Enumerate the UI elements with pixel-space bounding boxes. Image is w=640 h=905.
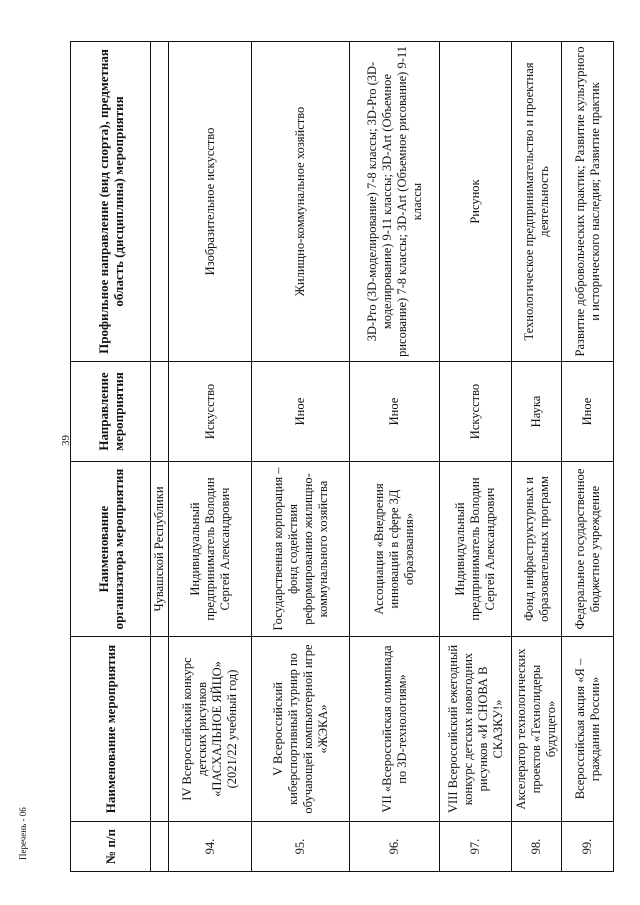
region-cell-empty <box>151 637 169 822</box>
row-num: 99. <box>562 822 614 872</box>
rotated-table-container <box>70 42 602 872</box>
header-direction: Направление мероприятия <box>71 362 151 462</box>
row-profile: Рисунок <box>440 42 512 362</box>
row-num: 94. <box>169 822 252 872</box>
row-num: 98. <box>512 822 562 872</box>
row-event-name: Всероссийская акция «Я – гражданин России» <box>562 637 614 822</box>
table-row <box>440 42 512 872</box>
row-profile: 3D-Pro (3D-моделирование) 7-8 классы; 3D-Pro (3D-моделирование) 9-11 классы; 3D-Art (Объемное рисование) 7-8 классы; 3D-Art (Объемное рисование) 9-11 классы <box>350 42 440 362</box>
row-direction: Искусство <box>440 362 512 462</box>
region-cell-empty <box>151 362 169 462</box>
table-row <box>350 42 440 872</box>
table-row <box>169 42 252 872</box>
header-profile: Профильное направление (вид спорта), предметная область (дисциплина) мероприятия <box>71 42 151 362</box>
row-event-name: V Всероссийский киберспортивный турнир по обучающей компьютерной игре «ЖЭКА» <box>252 637 350 822</box>
row-profile: Изобразительное искусство <box>169 42 252 362</box>
row-direction: Иное <box>350 362 440 462</box>
row-event-name: Акселератор технологических проектов «Технолидеры будущего» <box>512 637 562 822</box>
table-row <box>252 42 350 872</box>
row-num: 97. <box>440 822 512 872</box>
row-event-name: VII «Всероссийская олимпиада по 3D-технологиям» <box>350 637 440 822</box>
events-table <box>70 41 614 872</box>
row-organizer: Индивидуальный предприниматель Володин Сергей Александрович <box>169 462 252 637</box>
row-event-name: VIII Всероссийский ежегодный конкурс детских новогодних рисунков «И СНОВА В СКАЗКУ!» <box>440 637 512 822</box>
row-event-name: IV Всероссийский конкурс детских рисунков «ПАСХАЛЬНОЕ ЯЙЦО» (2021/22 учебный год) <box>169 637 252 822</box>
region-cell-empty <box>151 822 169 872</box>
row-direction: Иное <box>562 362 614 462</box>
row-organizer: Государственная корпорация – фонд содействия реформированию жилищно-коммунального хозяйства <box>252 462 350 637</box>
header-organizer: Наименование организатора мероприятия <box>71 462 151 637</box>
region-cell-empty <box>151 42 169 362</box>
row-organizer: Индивидуальный предприниматель Володин Сергей Александрович <box>440 462 512 637</box>
row-direction: Наука <box>512 362 562 462</box>
header-name: Наименование мероприятия <box>71 637 151 822</box>
row-organizer: Федеральное государственное бюджетное учреждение <box>562 462 614 637</box>
header-num: № п/п <box>71 822 151 872</box>
footer-text: Перечень - 06 <box>18 807 28 860</box>
row-organizer: Фонд инфраструктурных и образовательных программ <box>512 462 562 637</box>
row-organizer: Ассоциация «Внедрения инноваций в сфере 3Д образования» <box>350 462 440 637</box>
row-num: 95. <box>252 822 350 872</box>
row-direction: Искусство <box>169 362 252 462</box>
row-profile: Технологическое предпринимательство и проектная деятельность <box>512 42 562 362</box>
row-num: 96. <box>350 822 440 872</box>
page-number: 39 <box>60 435 72 446</box>
region-label: Чувашской Республики <box>151 462 169 637</box>
row-direction: Иное <box>252 362 350 462</box>
row-profile: Развитие добровольческих практик; Развитие культурного и исторического наследия; Развитие практик <box>562 42 614 362</box>
row-profile: Жилищно-коммунальное хозяйство <box>252 42 350 362</box>
table-row <box>512 42 562 872</box>
table-row <box>562 42 614 872</box>
